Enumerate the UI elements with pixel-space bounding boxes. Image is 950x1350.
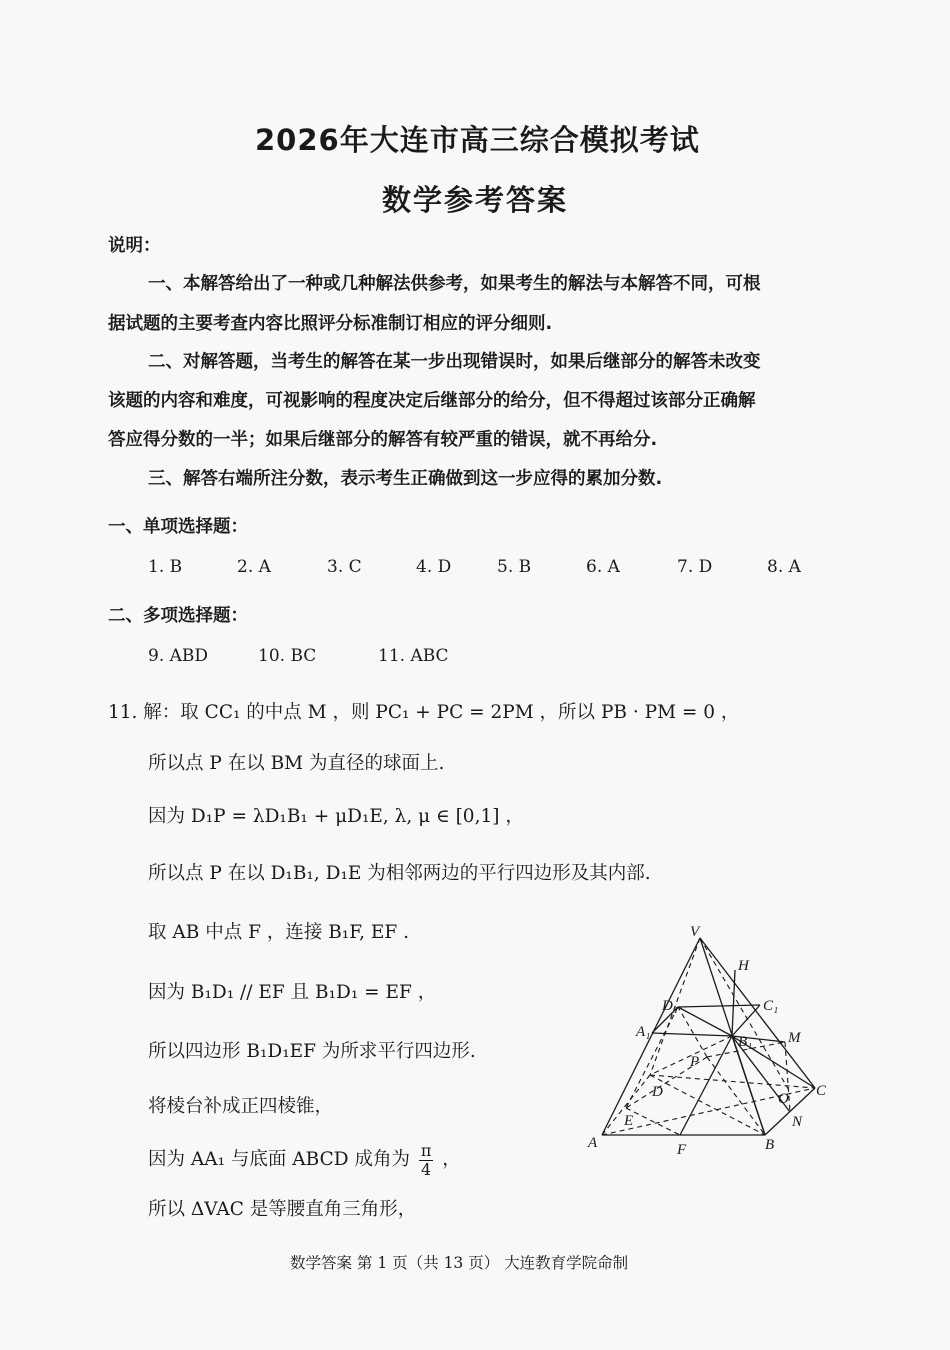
- label-O: O: [778, 1091, 789, 1107]
- fraction: [419, 1142, 434, 1178]
- fraction-numerator: π: [420, 1141, 432, 1160]
- solution-line-9-text: 因为 AA₁ 与底面 ABCD 成角为: [148, 1149, 410, 1171]
- solution-line-10: 所以 ΔVAC 是等腰直角三角形，: [148, 1199, 417, 1220]
- edge-D1C1: [678, 1005, 760, 1007]
- edge-VA: [602, 938, 700, 1135]
- edge-B1C1: [732, 1005, 760, 1036]
- answer-9: 9. ABD: [148, 646, 209, 666]
- label-M: M: [788, 1030, 801, 1046]
- answer-6: 6. A: [586, 557, 620, 577]
- label-D: D: [652, 1084, 663, 1100]
- fraction-denominator: 4: [421, 1159, 432, 1179]
- solution-line-3: 因为 D₁P = λD₁B₁ + μD₁E, λ, μ ∈ [0,1] ，: [148, 806, 524, 827]
- note-2b: 该题的内容和难度，可视影响的程度决定后继部分的给分，但不得超过该部分正确解: [108, 391, 756, 411]
- label-B1: B₁: [738, 1034, 753, 1050]
- answer-7: 7. D: [677, 557, 713, 577]
- solution-line-9-end: ，: [442, 1149, 461, 1171]
- frustum-figure: [580, 920, 840, 1160]
- label-D1: D₁: [662, 998, 679, 1014]
- section2-heading: 二、多项选择题：: [108, 606, 248, 626]
- label-N: N: [792, 1114, 803, 1130]
- solution-line-6: 因为 B₁D₁ // EF 且 B₁D₁ = EF ，: [148, 982, 437, 1003]
- label-B: B: [765, 1137, 775, 1153]
- solution-line-8: 将棱台补成正四棱锥，: [148, 1096, 334, 1117]
- answer-8: 8. A: [767, 557, 801, 577]
- solution-line-9: [148, 1142, 461, 1178]
- note-1b: 据试题的主要考查内容比照评分标准制订相应的评分细则.: [108, 314, 553, 334]
- answer-11: 11. ABC: [378, 646, 449, 666]
- label-C: C: [816, 1083, 827, 1099]
- note-2a: 二、对解答题，当考生的解答在某一步出现错误时，如果后继部分的解答未改变: [148, 352, 761, 372]
- solution-line-7: 所以四边形 B₁D₁EF 为所求平行四边形.: [148, 1041, 476, 1062]
- edge-B1F: [680, 1036, 732, 1135]
- solution-line-1: 11. 解：取 CC₁ 的中点 M ，则 PC₁ + PC = 2PM ，所以 PB · PM = 0 ，: [108, 702, 740, 723]
- label-V: V: [690, 924, 700, 940]
- label-E: E: [624, 1113, 634, 1129]
- solution-line-4: 所以点 P 在以 D₁B₁, D₁E 为相邻两边的平行四边形及其内部.: [148, 863, 651, 884]
- notes-heading: 说明：: [108, 236, 161, 256]
- label-A1: A₁: [636, 1024, 651, 1040]
- edge-VC: [700, 938, 815, 1088]
- answer-3: 3. C: [327, 557, 362, 577]
- note-3: 三、解答右端所注分数，表示考生正确做到这一步应得的累加分数.: [148, 469, 663, 489]
- label-P: P: [690, 1054, 700, 1070]
- answer-1: 1. B: [148, 557, 183, 577]
- solution-line-5: 取 AB 中点 F ，连接 B₁F, EF .: [148, 922, 410, 943]
- answer-10: 10. BC: [258, 646, 317, 666]
- answer-5: 5. B: [497, 557, 532, 577]
- page-footer: 数学答案 第 1 页（共 13 页） 大连教育学院命制: [290, 1254, 629, 1272]
- solution-line-2: 所以点 P 在以 BM 为直径的球面上.: [148, 753, 445, 774]
- page-title: 2026年大连市高三综合模拟考试: [255, 123, 700, 157]
- page-subtitle: 数学参考答案: [382, 183, 569, 217]
- answer-2: 2. A: [237, 557, 271, 577]
- note-2c: 答应得分数的一半；如果后继部分的解答有较严重的错误，就不再给分.: [108, 430, 658, 450]
- label-H: H: [738, 958, 749, 974]
- section1-heading: 一、单项选择题：: [108, 517, 248, 537]
- answer-4: 4. D: [416, 557, 452, 577]
- label-A: A: [588, 1135, 598, 1151]
- hidden-edge-EF: [626, 1108, 680, 1135]
- note-1a: 一、本解答给出了一种或几种解法供参考，如果考生的解法与本解答不同，可根: [148, 274, 761, 294]
- label-C1: C₁: [763, 998, 779, 1014]
- label-F: F: [677, 1142, 687, 1158]
